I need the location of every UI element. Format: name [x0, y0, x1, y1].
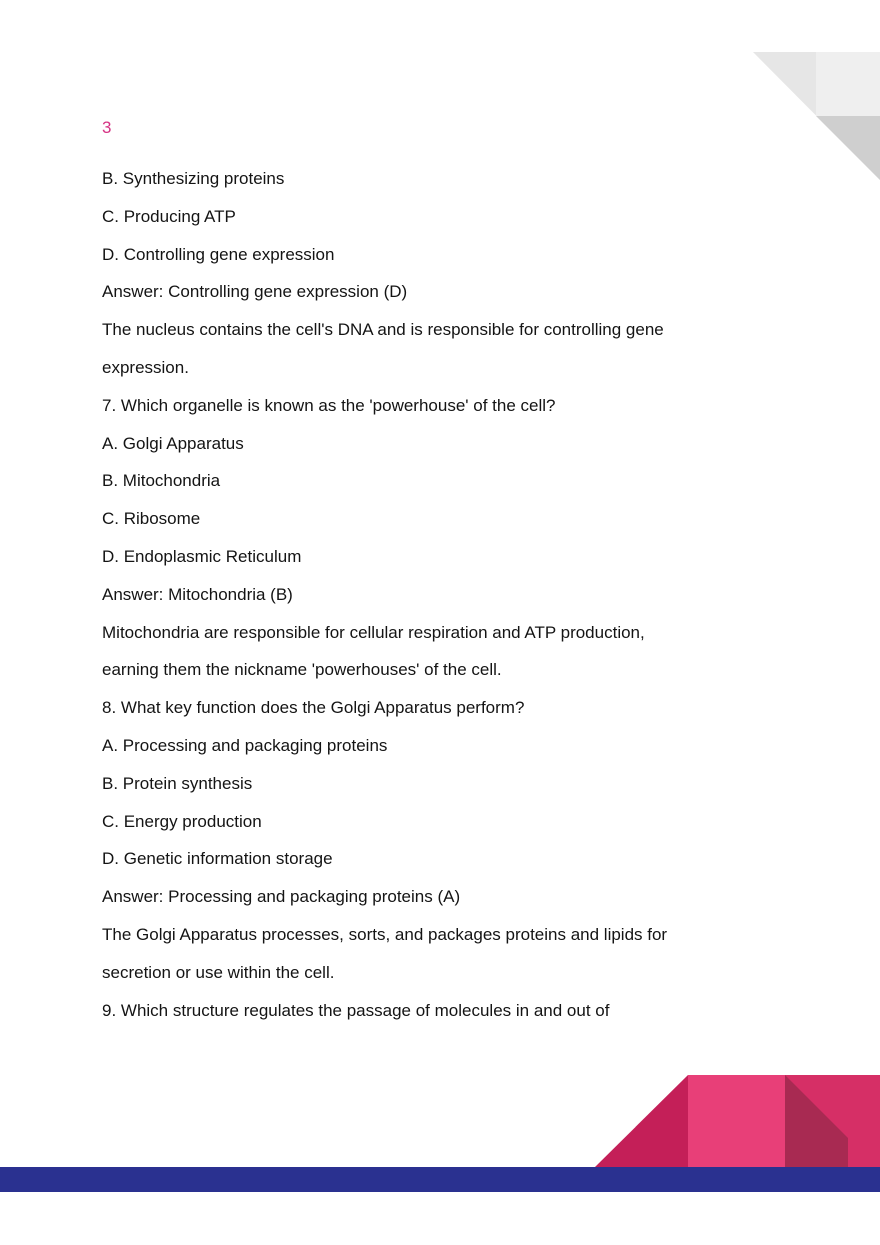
text-line: B. Protein synthesis: [102, 773, 253, 793]
text-line: Answer: Processing and packaging proteins (A): [102, 887, 461, 907]
bottom-corner-decoration: [594, 1075, 880, 1168]
text-line: expression.: [102, 357, 189, 377]
text-line: B. Synthesizing proteins: [102, 169, 285, 188]
top-corner-decoration: [753, 52, 880, 180]
text-line: C. Producing ATP: [102, 206, 236, 226]
text-line: B. Mitochondria: [102, 471, 221, 491]
text-line: D. Controlling gene expression: [102, 244, 335, 264]
text-line: D. Genetic information storage: [102, 849, 333, 869]
text-line: A. Golgi Apparatus: [102, 433, 244, 453]
text-line: 9. Which structure regulates the passage of molecules in and out of: [102, 1000, 610, 1020]
text-line: Mitochondria are responsible for cellular respiration and ATP production,: [102, 622, 645, 642]
text-line: C. Ribosome: [102, 509, 201, 529]
text-line: D. Endoplasmic Reticulum: [102, 546, 302, 566]
footer-bar: [0, 1167, 880, 1192]
page-number: 3: [102, 118, 112, 137]
text-line: The nucleus contains the cell's DNA and is responsible for controlling gene: [102, 320, 664, 340]
text-line: secretion or use within the cell.: [102, 962, 335, 982]
text-line: A. Processing and packaging proteins: [102, 735, 388, 755]
text-line: 8. What key function does the Golgi Apparatus perform?: [102, 698, 525, 718]
document-body: [102, 160, 722, 1029]
text-line: earning them the nickname 'powerhouses' of the cell.: [102, 660, 502, 680]
text-line: Answer: Controlling gene expression (D): [102, 282, 408, 302]
text-line: The Golgi Apparatus processes, sorts, and packages proteins and lipids for: [102, 924, 668, 944]
text-line: C. Energy production: [102, 811, 262, 831]
text-line: 7. Which organelle is known as the 'powerhouse' of the cell?: [102, 395, 556, 415]
text-line: Answer: Mitochondria (B): [102, 584, 293, 604]
